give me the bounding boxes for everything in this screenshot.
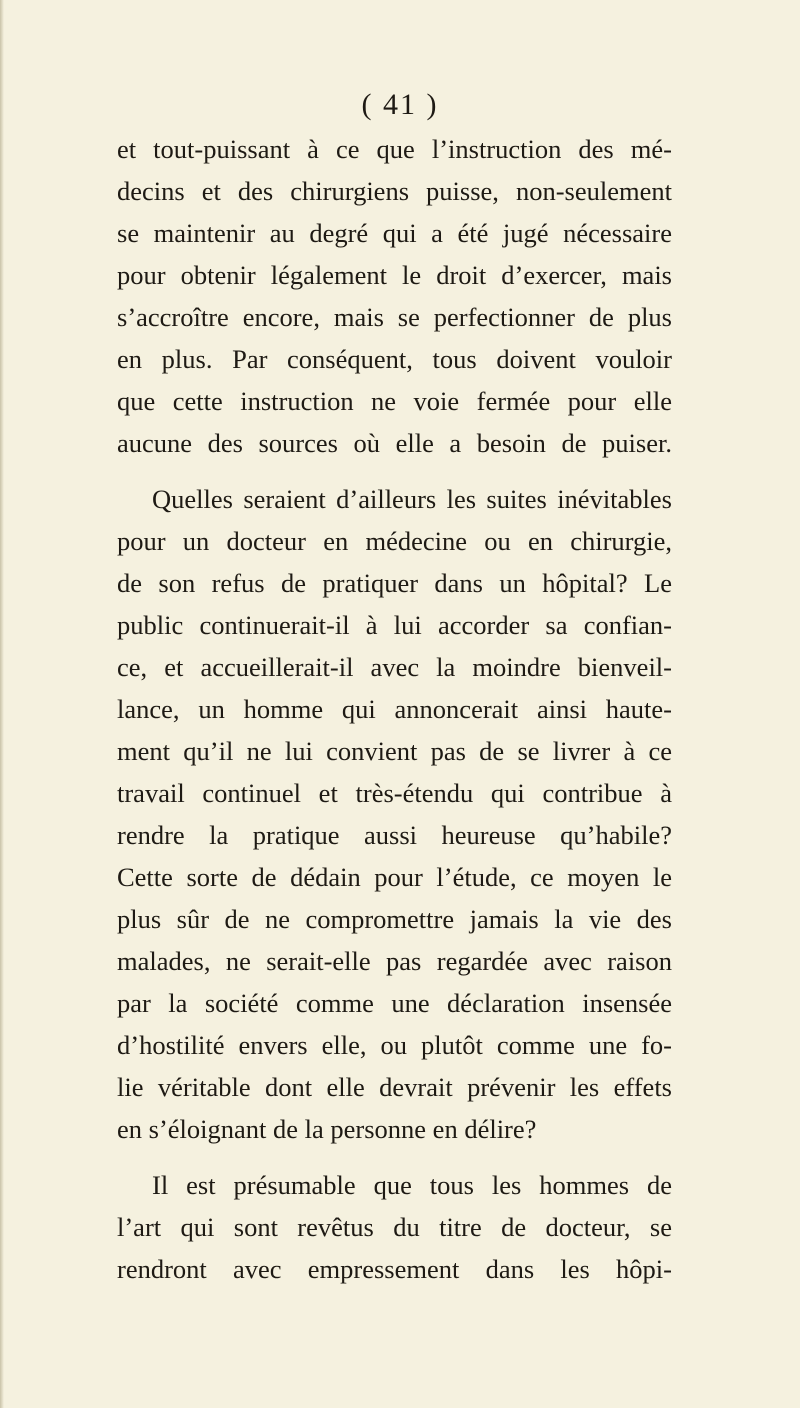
text-line: que cette instruction ne voie fermée pour elle xyxy=(117,386,672,416)
text-line: par la société comme une déclaration insensée xyxy=(117,988,672,1018)
text-line: de son refus de pratiquer dans un hôpital? Le xyxy=(117,568,672,598)
text-line: pour un docteur en médecine ou en chirurgie, xyxy=(117,526,672,556)
text-line: rendront avec empressement dans les hôpi- xyxy=(117,1254,672,1284)
text-line: se maintenir au degré qui a été jugé nécessaire xyxy=(117,218,672,248)
text-line: plus sûr de ne compromettre jamais la vie des xyxy=(117,904,672,934)
body-text xyxy=(117,128,672,1290)
text-line: pour obtenir légalement le droit d’exercer, mais xyxy=(117,260,672,290)
paragraph-spacer xyxy=(117,464,672,478)
text-line: en s’éloignant de la personne en délire? xyxy=(117,1114,537,1144)
text-line: et tout-puissant à ce que l’instruction des mé- xyxy=(117,134,672,164)
text-line: lance, un homme qui annoncerait ainsi haute- xyxy=(117,694,672,724)
paragraph-spacer xyxy=(117,1150,672,1164)
page-edge xyxy=(0,0,4,1408)
paragraph-2 xyxy=(117,478,672,1150)
text-line: malades, ne serait-elle pas regardée avec raison xyxy=(117,946,672,976)
text-line: aucune des sources où elle a besoin de puiser. xyxy=(117,428,672,458)
text-line: d’hostilité envers elle, ou plutôt comme une fo- xyxy=(117,1030,672,1060)
page-number: ( 41 ) xyxy=(361,88,439,121)
text-line: Quelles seraient d’ailleurs les suites inévitables xyxy=(152,484,672,514)
text-line: Il est présumable que tous les hommes de xyxy=(152,1170,672,1200)
text-line: Cette sorte de dédain pour l’étude, ce moyen le xyxy=(117,862,672,892)
paragraph-1 xyxy=(117,128,672,464)
text-line: rendre la pratique aussi heureuse qu’habile? xyxy=(117,820,672,850)
text-line: lie véritable dont elle devrait prévenir les effets xyxy=(117,1072,672,1102)
text-line: ce, et accueillerait-il avec la moindre bienveil- xyxy=(117,652,672,682)
text-line: en plus. Par conséquent, tous doivent vouloir xyxy=(117,344,672,374)
paragraph-3 xyxy=(117,1164,672,1290)
text-line: l’art qui sont revêtus du titre de docteur, se xyxy=(117,1212,672,1242)
text-line: ment qu’il ne lui convient pas de se livrer à ce xyxy=(117,736,672,766)
text-line: public continuerait-il à lui accorder sa confian- xyxy=(117,610,672,640)
text-line: s’accroître encore, mais se perfectionner de plus xyxy=(117,302,672,332)
text-line: travail continuel et très-étendu qui contribue à xyxy=(117,778,672,808)
text-line: decins et des chirurgiens puisse, non-seulement xyxy=(117,176,672,206)
